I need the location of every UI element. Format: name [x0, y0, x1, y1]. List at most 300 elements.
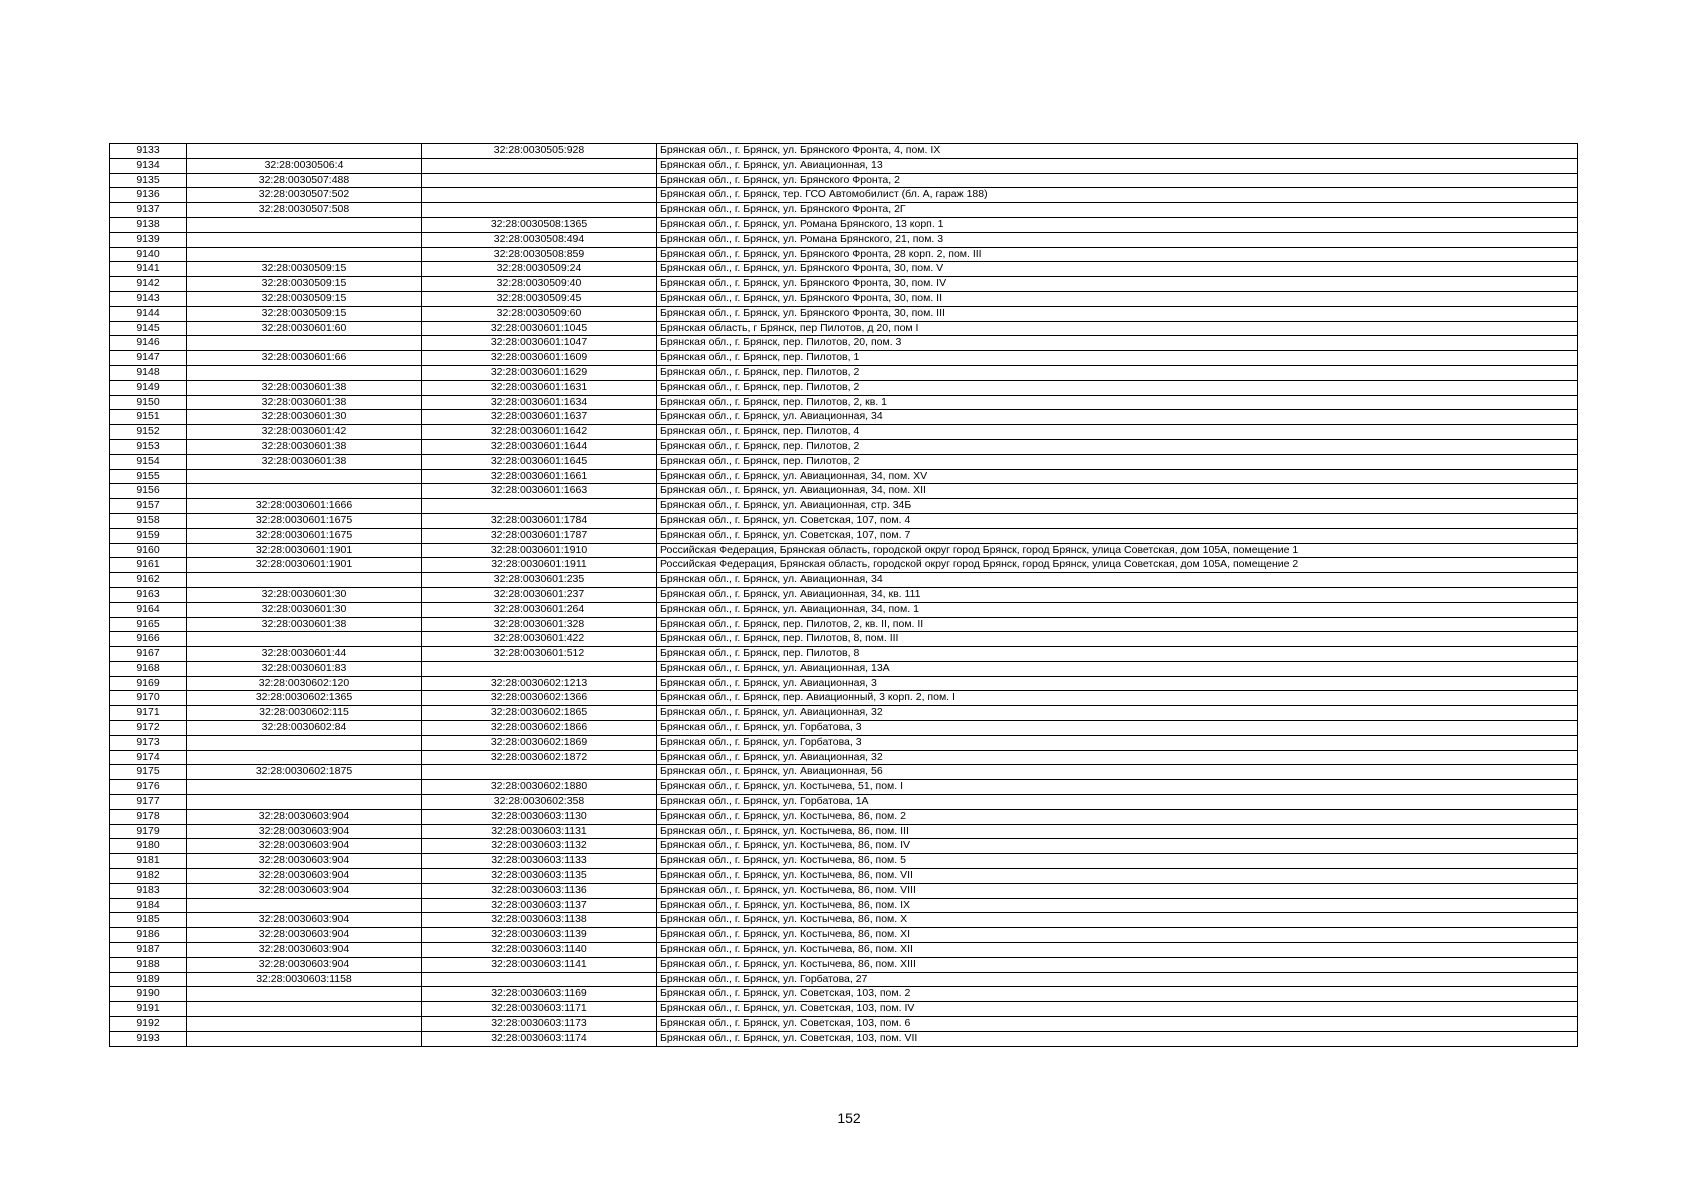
- address-cell: Брянская обл., г. Брянск, ул. Авиационная, 34: [657, 573, 1578, 588]
- address-cell: Брянская обл., г. Брянск, ул. Авиационная, 34, пом. XII: [657, 484, 1578, 499]
- row-number-cell: 9141: [110, 262, 187, 277]
- table-row: [110, 454, 1578, 469]
- address-cell: Брянская обл., г. Брянск, пер. Пилотов, 4: [657, 425, 1578, 440]
- parent-cadastral-number-cell: 32:28:0030507:488: [187, 173, 422, 188]
- row-number-cell: 9133: [110, 144, 187, 159]
- row-number-cell: 9151: [110, 410, 187, 425]
- address-cell: Брянская обл., г. Брянск, ул. Авиационная, 32: [657, 750, 1578, 765]
- parent-cadastral-number-cell: 32:28:0030601:1675: [187, 528, 422, 543]
- object-cadastral-number-cell: 32:28:0030601:1910: [422, 543, 657, 558]
- address-cell: Брянская обл., г. Брянск, ул. Советская, 107, пом. 4: [657, 513, 1578, 528]
- table-row: [110, 780, 1578, 795]
- row-number-cell: 9193: [110, 1031, 187, 1046]
- table-row: [110, 439, 1578, 454]
- object-cadastral-number-cell: [422, 499, 657, 514]
- row-number-cell: 9154: [110, 454, 187, 469]
- parent-cadastral-number-cell: 32:28:0030601:30: [187, 602, 422, 617]
- parent-cadastral-number-cell: 32:28:0030601:38: [187, 395, 422, 410]
- row-number-cell: 9177: [110, 795, 187, 810]
- address-cell: Российская Федерация, Брянская область, городской округ город Брянск, город Брянск, улица Советская, дом 105А, помещение 2: [657, 558, 1578, 573]
- parent-cadastral-number-cell: [187, 898, 422, 913]
- address-cell: Брянская обл., г. Брянск, ул. Горбатова, 3: [657, 721, 1578, 736]
- object-cadastral-number-cell: 32:28:0030603:1130: [422, 809, 657, 824]
- row-number-cell: 9144: [110, 306, 187, 321]
- object-cadastral-number-cell: 32:28:0030603:1137: [422, 898, 657, 913]
- object-cadastral-number-cell: 32:28:0030603:1132: [422, 839, 657, 854]
- object-cadastral-number-cell: 32:28:0030601:1637: [422, 410, 657, 425]
- row-number-cell: 9165: [110, 617, 187, 632]
- parent-cadastral-number-cell: 32:28:0030603:904: [187, 928, 422, 943]
- row-number-cell: 9157: [110, 499, 187, 514]
- table-row: [110, 602, 1578, 617]
- parent-cadastral-number-cell: 32:28:0030601:30: [187, 587, 422, 602]
- row-number-cell: 9161: [110, 558, 187, 573]
- parent-cadastral-number-cell: 32:28:0030506:4: [187, 158, 422, 173]
- object-cadastral-number-cell: 32:28:0030509:60: [422, 306, 657, 321]
- row-number-cell: 9162: [110, 573, 187, 588]
- row-number-cell: 9180: [110, 839, 187, 854]
- row-number-cell: 9139: [110, 232, 187, 247]
- address-cell: Брянская обл., г. Брянск, ул. Костычева, 51, пом. I: [657, 780, 1578, 795]
- object-cadastral-number-cell: [422, 158, 657, 173]
- parent-cadastral-number-cell: 32:28:0030601:1675: [187, 513, 422, 528]
- table-row: [110, 217, 1578, 232]
- table-row: [110, 647, 1578, 662]
- parent-cadastral-number-cell: 32:28:0030601:60: [187, 321, 422, 336]
- row-number-cell: 9147: [110, 351, 187, 366]
- table-row: [110, 809, 1578, 824]
- object-cadastral-number-cell: 32:28:0030601:512: [422, 647, 657, 662]
- object-cadastral-number-cell: 32:28:0030509:45: [422, 291, 657, 306]
- address-cell: Брянская область, г Брянск, пер Пилотов, д 20, пом I: [657, 321, 1578, 336]
- table-row: [110, 336, 1578, 351]
- address-cell: Брянская обл., г. Брянск, пер. Пилотов, 2: [657, 380, 1578, 395]
- parent-cadastral-number-cell: 32:28:0030603:904: [187, 869, 422, 884]
- parent-cadastral-number-cell: 32:28:0030601:38: [187, 617, 422, 632]
- row-number-cell: 9150: [110, 395, 187, 410]
- parent-cadastral-number-cell: 32:28:0030603:904: [187, 854, 422, 869]
- row-number-cell: 9185: [110, 913, 187, 928]
- address-cell: Брянская обл., г. Брянск, пер. Пилотов, 2: [657, 454, 1578, 469]
- parent-cadastral-number-cell: 32:28:0030507:508: [187, 203, 422, 218]
- address-cell: Брянская обл., г. Брянск, пер. Пилотов, 2: [657, 365, 1578, 380]
- table-row: [110, 1017, 1578, 1032]
- table-row: [110, 721, 1578, 736]
- table-row: [110, 380, 1578, 395]
- table-row: [110, 943, 1578, 958]
- table-row: [110, 558, 1578, 573]
- parent-cadastral-number-cell: 32:28:0030603:904: [187, 824, 422, 839]
- table-row: [110, 277, 1578, 292]
- parent-cadastral-number-cell: 32:28:0030602:84: [187, 721, 422, 736]
- address-cell: Брянская обл., г. Брянск, ул. Брянского Фронта, 30, пом. IV: [657, 277, 1578, 292]
- row-number-cell: 9179: [110, 824, 187, 839]
- table-row: [110, 425, 1578, 440]
- parent-cadastral-number-cell: 32:28:0030601:44: [187, 647, 422, 662]
- row-number-cell: 9160: [110, 543, 187, 558]
- table-row: [110, 306, 1578, 321]
- object-cadastral-number-cell: 32:28:0030602:1866: [422, 721, 657, 736]
- table-row: [110, 188, 1578, 203]
- parent-cadastral-number-cell: 32:28:0030601:1666: [187, 499, 422, 514]
- object-cadastral-number-cell: 32:28:0030601:264: [422, 602, 657, 617]
- object-cadastral-number-cell: 32:28:0030603:1135: [422, 869, 657, 884]
- parent-cadastral-number-cell: 32:28:0030601:66: [187, 351, 422, 366]
- address-cell: Брянская обл., г. Брянск, ул. Советская, 103, пом. VII: [657, 1031, 1578, 1046]
- table-row: [110, 1002, 1578, 1017]
- row-number-cell: 9167: [110, 647, 187, 662]
- address-cell: Брянская обл., г. Брянск, ул. Романа Брянского, 21, пом. 3: [657, 232, 1578, 247]
- address-cell: Брянская обл., г. Брянск, тер. ГСО Автомобилист (бл. А, гараж 188): [657, 188, 1578, 203]
- row-number-cell: 9175: [110, 765, 187, 780]
- parent-cadastral-number-cell: 32:28:0030603:904: [187, 913, 422, 928]
- address-cell: Брянская обл., г. Брянск, ул. Брянского Фронта, 4, пом. IX: [657, 144, 1578, 159]
- parent-cadastral-number-cell: [187, 750, 422, 765]
- row-number-cell: 9143: [110, 291, 187, 306]
- object-cadastral-number-cell: 32:28:0030603:1131: [422, 824, 657, 839]
- parent-cadastral-number-cell: 32:28:0030601:30: [187, 410, 422, 425]
- object-cadastral-number-cell: 32:28:0030602:1869: [422, 735, 657, 750]
- address-cell: Брянская обл., г. Брянск, ул. Авиационная, 13: [657, 158, 1578, 173]
- property-registry-table: [109, 143, 1578, 1047]
- row-number-cell: 9164: [110, 602, 187, 617]
- row-number-cell: 9163: [110, 587, 187, 602]
- address-cell: Брянская обл., г. Брянск, ул. Авиационная, 56: [657, 765, 1578, 780]
- row-number-cell: 9153: [110, 439, 187, 454]
- parent-cadastral-number-cell: [187, 336, 422, 351]
- address-cell: Брянская обл., г. Брянск, ул. Авиационная, 34, кв. 111: [657, 587, 1578, 602]
- table-row: [110, 410, 1578, 425]
- row-number-cell: 9166: [110, 632, 187, 647]
- object-cadastral-number-cell: 32:28:0030601:1644: [422, 439, 657, 454]
- row-number-cell: 9174: [110, 750, 187, 765]
- parent-cadastral-number-cell: 32:28:0030601:42: [187, 425, 422, 440]
- address-cell: Брянская обл., г. Брянск, ул. Советская, 107, пом. 7: [657, 528, 1578, 543]
- parent-cadastral-number-cell: 32:28:0030603:1158: [187, 972, 422, 987]
- row-number-cell: 9172: [110, 721, 187, 736]
- object-cadastral-number-cell: 32:28:0030601:1047: [422, 336, 657, 351]
- address-cell: Брянская обл., г. Брянск, ул. Брянского Фронта, 2Г: [657, 203, 1578, 218]
- row-number-cell: 9183: [110, 883, 187, 898]
- row-number-cell: 9135: [110, 173, 187, 188]
- parent-cadastral-number-cell: 32:28:0030602:115: [187, 706, 422, 721]
- parent-cadastral-number-cell: [187, 1031, 422, 1046]
- object-cadastral-number-cell: 32:28:0030602:1880: [422, 780, 657, 795]
- parent-cadastral-number-cell: [187, 987, 422, 1002]
- row-number-cell: 9188: [110, 957, 187, 972]
- parent-cadastral-number-cell: 32:28:0030603:904: [187, 957, 422, 972]
- row-number-cell: 9155: [110, 469, 187, 484]
- registry-table-body: [110, 144, 1578, 1047]
- table-row: [110, 661, 1578, 676]
- object-cadastral-number-cell: 32:28:0030602:1865: [422, 706, 657, 721]
- object-cadastral-number-cell: 32:28:0030601:1645: [422, 454, 657, 469]
- table-row: [110, 691, 1578, 706]
- parent-cadastral-number-cell: 32:28:0030603:904: [187, 809, 422, 824]
- parent-cadastral-number-cell: [187, 469, 422, 484]
- object-cadastral-number-cell: 32:28:0030601:1911: [422, 558, 657, 573]
- address-cell: Брянская обл., г. Брянск, пер. Пилотов, 2, кв. II, пом. II: [657, 617, 1578, 632]
- object-cadastral-number-cell: 32:28:0030603:1173: [422, 1017, 657, 1032]
- parent-cadastral-number-cell: 32:28:0030602:120: [187, 676, 422, 691]
- address-cell: Брянская обл., г. Брянск, ул. Костычева, 86, пом. IV: [657, 839, 1578, 854]
- table-row: [110, 869, 1578, 884]
- object-cadastral-number-cell: [422, 661, 657, 676]
- table-row: [110, 484, 1578, 499]
- row-number-cell: 9137: [110, 203, 187, 218]
- address-cell: Брянская обл., г. Брянск, ул. Авиационная, 32: [657, 706, 1578, 721]
- row-number-cell: 9189: [110, 972, 187, 987]
- parent-cadastral-number-cell: 32:28:0030603:904: [187, 883, 422, 898]
- address-cell: Брянская обл., г. Брянск, ул. Брянского Фронта, 30, пом. II: [657, 291, 1578, 306]
- parent-cadastral-number-cell: [187, 484, 422, 499]
- table-row: [110, 795, 1578, 810]
- object-cadastral-number-cell: 32:28:0030602:1872: [422, 750, 657, 765]
- table-row: [110, 824, 1578, 839]
- object-cadastral-number-cell: 32:28:0030601:235: [422, 573, 657, 588]
- table-row: [110, 750, 1578, 765]
- address-cell: Брянская обл., г. Брянск, ул. Горбатова, 1А: [657, 795, 1578, 810]
- parent-cadastral-number-cell: 32:28:0030509:15: [187, 262, 422, 277]
- object-cadastral-number-cell: 32:28:0030603:1138: [422, 913, 657, 928]
- address-cell: Брянская обл., г. Брянск, ул. Костычева, 86, пом. XI: [657, 928, 1578, 943]
- row-number-cell: 9142: [110, 277, 187, 292]
- row-number-cell: 9156: [110, 484, 187, 499]
- parent-cadastral-number-cell: 32:28:0030602:1365: [187, 691, 422, 706]
- object-cadastral-number-cell: 32:28:0030603:1171: [422, 1002, 657, 1017]
- row-number-cell: 9149: [110, 380, 187, 395]
- parent-cadastral-number-cell: [187, 365, 422, 380]
- parent-cadastral-number-cell: 32:28:0030601:1901: [187, 558, 422, 573]
- table-row: [110, 839, 1578, 854]
- table-row: [110, 587, 1578, 602]
- object-cadastral-number-cell: [422, 765, 657, 780]
- table-row: [110, 617, 1578, 632]
- object-cadastral-number-cell: 32:28:0030601:1642: [422, 425, 657, 440]
- parent-cadastral-number-cell: 32:28:0030601:38: [187, 454, 422, 469]
- object-cadastral-number-cell: 32:28:0030509:24: [422, 262, 657, 277]
- table-row: [110, 883, 1578, 898]
- address-cell: Брянская обл., г. Брянск, ул. Горбатова, 27: [657, 972, 1578, 987]
- address-cell: Брянская обл., г. Брянск, ул. Костычева, 86, пом. VIII: [657, 883, 1578, 898]
- address-cell: Брянская обл., г. Брянск, пер. Пилотов, 8, пом. III: [657, 632, 1578, 647]
- table-row: [110, 395, 1578, 410]
- row-number-cell: 9152: [110, 425, 187, 440]
- row-number-cell: 9187: [110, 943, 187, 958]
- row-number-cell: 9148: [110, 365, 187, 380]
- table-row: [110, 928, 1578, 943]
- row-number-cell: 9182: [110, 869, 187, 884]
- parent-cadastral-number-cell: [187, 573, 422, 588]
- table-row: [110, 854, 1578, 869]
- address-cell: Брянская обл., г. Брянск, ул. Советская, 103, пом. IV: [657, 1002, 1578, 1017]
- table-row: [110, 513, 1578, 528]
- row-number-cell: 9170: [110, 691, 187, 706]
- address-cell: Брянская обл., г. Брянск, ул. Брянского Фронта, 30, пом. III: [657, 306, 1578, 321]
- object-cadastral-number-cell: 32:28:0030602:1366: [422, 691, 657, 706]
- object-cadastral-number-cell: 32:28:0030601:1634: [422, 395, 657, 410]
- object-cadastral-number-cell: 32:28:0030508:494: [422, 232, 657, 247]
- table-row: [110, 632, 1578, 647]
- table-row: [110, 987, 1578, 1002]
- parent-cadastral-number-cell: [187, 632, 422, 647]
- object-cadastral-number-cell: 32:28:0030601:237: [422, 587, 657, 602]
- table-row: [110, 913, 1578, 928]
- address-cell: Брянская обл., г. Брянск, ул. Авиационная, 34: [657, 410, 1578, 425]
- table-row: [110, 528, 1578, 543]
- address-cell: Брянская обл., г. Брянск, ул. Романа Брянского, 13 корп. 1: [657, 217, 1578, 232]
- object-cadastral-number-cell: 32:28:0030601:1631: [422, 380, 657, 395]
- address-cell: Брянская обл., г. Брянск, ул. Брянского Фронта, 2: [657, 173, 1578, 188]
- parent-cadastral-number-cell: [187, 247, 422, 262]
- table-row: [110, 1031, 1578, 1046]
- row-number-cell: 9159: [110, 528, 187, 543]
- row-number-cell: 9158: [110, 513, 187, 528]
- row-number-cell: 9136: [110, 188, 187, 203]
- address-cell: Брянская обл., г. Брянск, ул. Авиационная, 13А: [657, 661, 1578, 676]
- object-cadastral-number-cell: 32:28:0030505:928: [422, 144, 657, 159]
- table-row: [110, 972, 1578, 987]
- parent-cadastral-number-cell: 32:28:0030509:15: [187, 306, 422, 321]
- address-cell: Брянская обл., г. Брянск, ул. Горбатова, 3: [657, 735, 1578, 750]
- table-row: [110, 262, 1578, 277]
- address-cell: Брянская обл., г. Брянск, ул. Костычева, 86, пом. VII: [657, 869, 1578, 884]
- object-cadastral-number-cell: 32:28:0030601:1609: [422, 351, 657, 366]
- parent-cadastral-number-cell: 32:28:0030601:83: [187, 661, 422, 676]
- table-row: [110, 351, 1578, 366]
- parent-cadastral-number-cell: [187, 735, 422, 750]
- object-cadastral-number-cell: [422, 188, 657, 203]
- row-number-cell: 9184: [110, 898, 187, 913]
- parent-cadastral-number-cell: 32:28:0030603:904: [187, 839, 422, 854]
- table-row: [110, 247, 1578, 262]
- object-cadastral-number-cell: 32:28:0030602:358: [422, 795, 657, 810]
- row-number-cell: 9186: [110, 928, 187, 943]
- table-row: [110, 144, 1578, 159]
- object-cadastral-number-cell: 32:28:0030603:1139: [422, 928, 657, 943]
- object-cadastral-number-cell: 32:28:0030601:1784: [422, 513, 657, 528]
- parent-cadastral-number-cell: [187, 232, 422, 247]
- object-cadastral-number-cell: 32:28:0030603:1140: [422, 943, 657, 958]
- table-row: [110, 706, 1578, 721]
- object-cadastral-number-cell: [422, 173, 657, 188]
- parent-cadastral-number-cell: [187, 1002, 422, 1017]
- address-cell: Брянская обл., г. Брянск, пер. Пилотов, 20, пом. 3: [657, 336, 1578, 351]
- object-cadastral-number-cell: 32:28:0030602:1213: [422, 676, 657, 691]
- parent-cadastral-number-cell: 32:28:0030601:38: [187, 380, 422, 395]
- object-cadastral-number-cell: 32:28:0030601:1045: [422, 321, 657, 336]
- object-cadastral-number-cell: [422, 972, 657, 987]
- parent-cadastral-number-cell: [187, 780, 422, 795]
- row-number-cell: 9173: [110, 735, 187, 750]
- address-cell: Брянская обл., г. Брянск, пер. Пилотов, 2: [657, 439, 1578, 454]
- table-row: [110, 469, 1578, 484]
- address-cell: Брянская обл., г. Брянск, пер. Авиационный, 3 корп. 2, пом. I: [657, 691, 1578, 706]
- address-cell: Брянская обл., г. Брянск, ул. Авиационная, 34, пом. 1: [657, 602, 1578, 617]
- address-cell: Брянская обл., г. Брянск, ул. Брянского Фронта, 28 корп. 2, пом. III: [657, 247, 1578, 262]
- address-cell: Брянская обл., г. Брянск, ул. Костычева, 86, пом. 5: [657, 854, 1578, 869]
- object-cadastral-number-cell: 32:28:0030509:40: [422, 277, 657, 292]
- table-row: [110, 291, 1578, 306]
- row-number-cell: 9171: [110, 706, 187, 721]
- address-cell: Брянская обл., г. Брянск, ул. Костычева, 86, пом. III: [657, 824, 1578, 839]
- parent-cadastral-number-cell: [187, 1017, 422, 1032]
- table-row: [110, 735, 1578, 750]
- parent-cadastral-number-cell: 32:28:0030601:1901: [187, 543, 422, 558]
- parent-cadastral-number-cell: 32:28:0030509:15: [187, 291, 422, 306]
- parent-cadastral-number-cell: [187, 144, 422, 159]
- object-cadastral-number-cell: [422, 203, 657, 218]
- object-cadastral-number-cell: 32:28:0030601:422: [422, 632, 657, 647]
- object-cadastral-number-cell: 32:28:0030603:1133: [422, 854, 657, 869]
- table-row: [110, 573, 1578, 588]
- table-row: [110, 676, 1578, 691]
- row-number-cell: 9191: [110, 1002, 187, 1017]
- parent-cadastral-number-cell: [187, 795, 422, 810]
- table-row: [110, 321, 1578, 336]
- object-cadastral-number-cell: 32:28:0030603:1136: [422, 883, 657, 898]
- address-cell: Брянская обл., г. Брянск, ул. Советская, 103, пом. 6: [657, 1017, 1578, 1032]
- address-cell: Брянская обл., г. Брянск, ул. Авиационная, 3: [657, 676, 1578, 691]
- row-number-cell: 9178: [110, 809, 187, 824]
- parent-cadastral-number-cell: 32:28:0030509:15: [187, 277, 422, 292]
- address-cell: Брянская обл., г. Брянск, ул. Костычева, 86, пом. XII: [657, 943, 1578, 958]
- object-cadastral-number-cell: 32:28:0030601:1629: [422, 365, 657, 380]
- address-cell: Брянская обл., г. Брянск, ул. Костычева, 86, пом. 2: [657, 809, 1578, 824]
- address-cell: Брянская обл., г. Брянск, ул. Костычева, 86, пом. IX: [657, 898, 1578, 913]
- parent-cadastral-number-cell: 32:28:0030601:38: [187, 439, 422, 454]
- address-cell: Брянская обл., г. Брянск, ул. Советская, 103, пом. 2: [657, 987, 1578, 1002]
- address-cell: Брянская обл., г. Брянск, ул. Костычева, 86, пом. X: [657, 913, 1578, 928]
- table-row: [110, 765, 1578, 780]
- row-number-cell: 9169: [110, 676, 187, 691]
- table-row: [110, 232, 1578, 247]
- object-cadastral-number-cell: 32:28:0030603:1174: [422, 1031, 657, 1046]
- address-cell: Брянская обл., г. Брянск, ул. Брянского Фронта, 30, пом. V: [657, 262, 1578, 277]
- row-number-cell: 9190: [110, 987, 187, 1002]
- address-cell: Брянская обл., г. Брянск, пер. Пилотов, 8: [657, 647, 1578, 662]
- object-cadastral-number-cell: 32:28:0030601:1787: [422, 528, 657, 543]
- parent-cadastral-number-cell: [187, 217, 422, 232]
- row-number-cell: 9138: [110, 217, 187, 232]
- table-row: [110, 543, 1578, 558]
- parent-cadastral-number-cell: 32:28:0030507:502: [187, 188, 422, 203]
- object-cadastral-number-cell: 32:28:0030508:859: [422, 247, 657, 262]
- table-row: [110, 499, 1578, 514]
- address-cell: Российская Федерация, Брянская область, городской округ город Брянск, город Брянск, улица Советская, дом 105А, помещение 1: [657, 543, 1578, 558]
- object-cadastral-number-cell: 32:28:0030601:1661: [422, 469, 657, 484]
- table-row: [110, 173, 1578, 188]
- row-number-cell: 9134: [110, 158, 187, 173]
- page-number: 152: [837, 1110, 861, 1126]
- row-number-cell: 9146: [110, 336, 187, 351]
- table-row: [110, 158, 1578, 173]
- table-row: [110, 365, 1578, 380]
- table-row: [110, 203, 1578, 218]
- row-number-cell: 9140: [110, 247, 187, 262]
- parent-cadastral-number-cell: 32:28:0030602:1875: [187, 765, 422, 780]
- address-cell: Брянская обл., г. Брянск, пер. Пилотов, 2, кв. 1: [657, 395, 1578, 410]
- table-row: [110, 898, 1578, 913]
- address-cell: Брянская обл., г. Брянск, ул. Авиационная, стр. 34Б: [657, 499, 1578, 514]
- row-number-cell: 9192: [110, 1017, 187, 1032]
- address-cell: Брянская обл., г. Брянск, ул. Авиационная, 34, пом. XV: [657, 469, 1578, 484]
- row-number-cell: 9181: [110, 854, 187, 869]
- object-cadastral-number-cell: 32:28:0030508:1365: [422, 217, 657, 232]
- table-row: [110, 957, 1578, 972]
- row-number-cell: 9168: [110, 661, 187, 676]
- address-cell: Брянская обл., г. Брянск, ул. Костычева, 86, пом. XIII: [657, 957, 1578, 972]
